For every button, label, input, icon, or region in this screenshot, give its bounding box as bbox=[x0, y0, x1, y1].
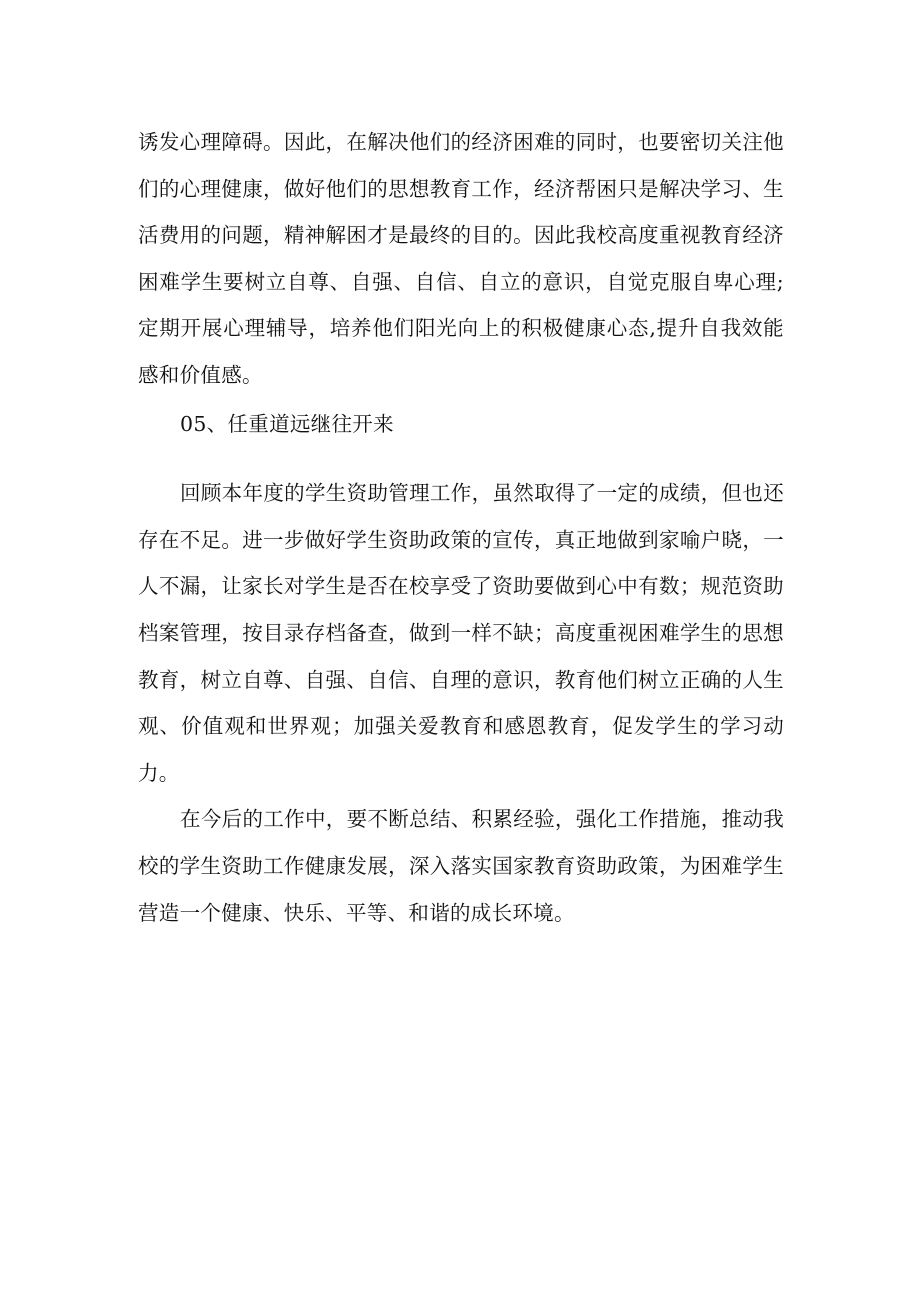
document-body bbox=[138, 119, 784, 936]
section-heading: 05、任重道远继往开来 bbox=[180, 411, 394, 436]
paragraph-continued: 诱发心理障碍。因此，在解决他们的经济困难的同时，也要密切关注他们的心理健康，做好他们的思想教育工作，经济帮困只是解决学习、生活费用的问题，精神解困才是最终的目的。因此我校高度重视教育经济困难学生要树立自尊、自强、自信、自立的意识，自觉克服自卑心理;定期开展心理辅导，培养他们阳光向上的积极健康心态,提升自我效能感和价值感。 bbox=[138, 130, 784, 387]
paragraph-future: 在今后的工作中，要不断总结、积累经验，强化工作措施，推动我校的学生资助工作健康发展，深入落实国家教育资助政策，为困难学生营造一个健康、快乐、平等、和谐的成长环境。 bbox=[138, 807, 784, 925]
paragraph-review: 回顾本年度的学生资助管理工作，虽然取得了一定的成绩，但也还存在不足。进一步做好学生资助政策的宣传，真正地做到家喻户晓，一人不漏，让家长对学生是否在校享受了资助要做到心中有数；规范资助档案管理，按目录存档备查，做到一样不缺；高度重视困难学生的思想教育，树立自尊、自强、自信、自理的意识，教育他们树立正确的人生观、价值观和世界观；加强关爱教育和感恩教育，促发学生的学习动力。 bbox=[138, 481, 784, 785]
